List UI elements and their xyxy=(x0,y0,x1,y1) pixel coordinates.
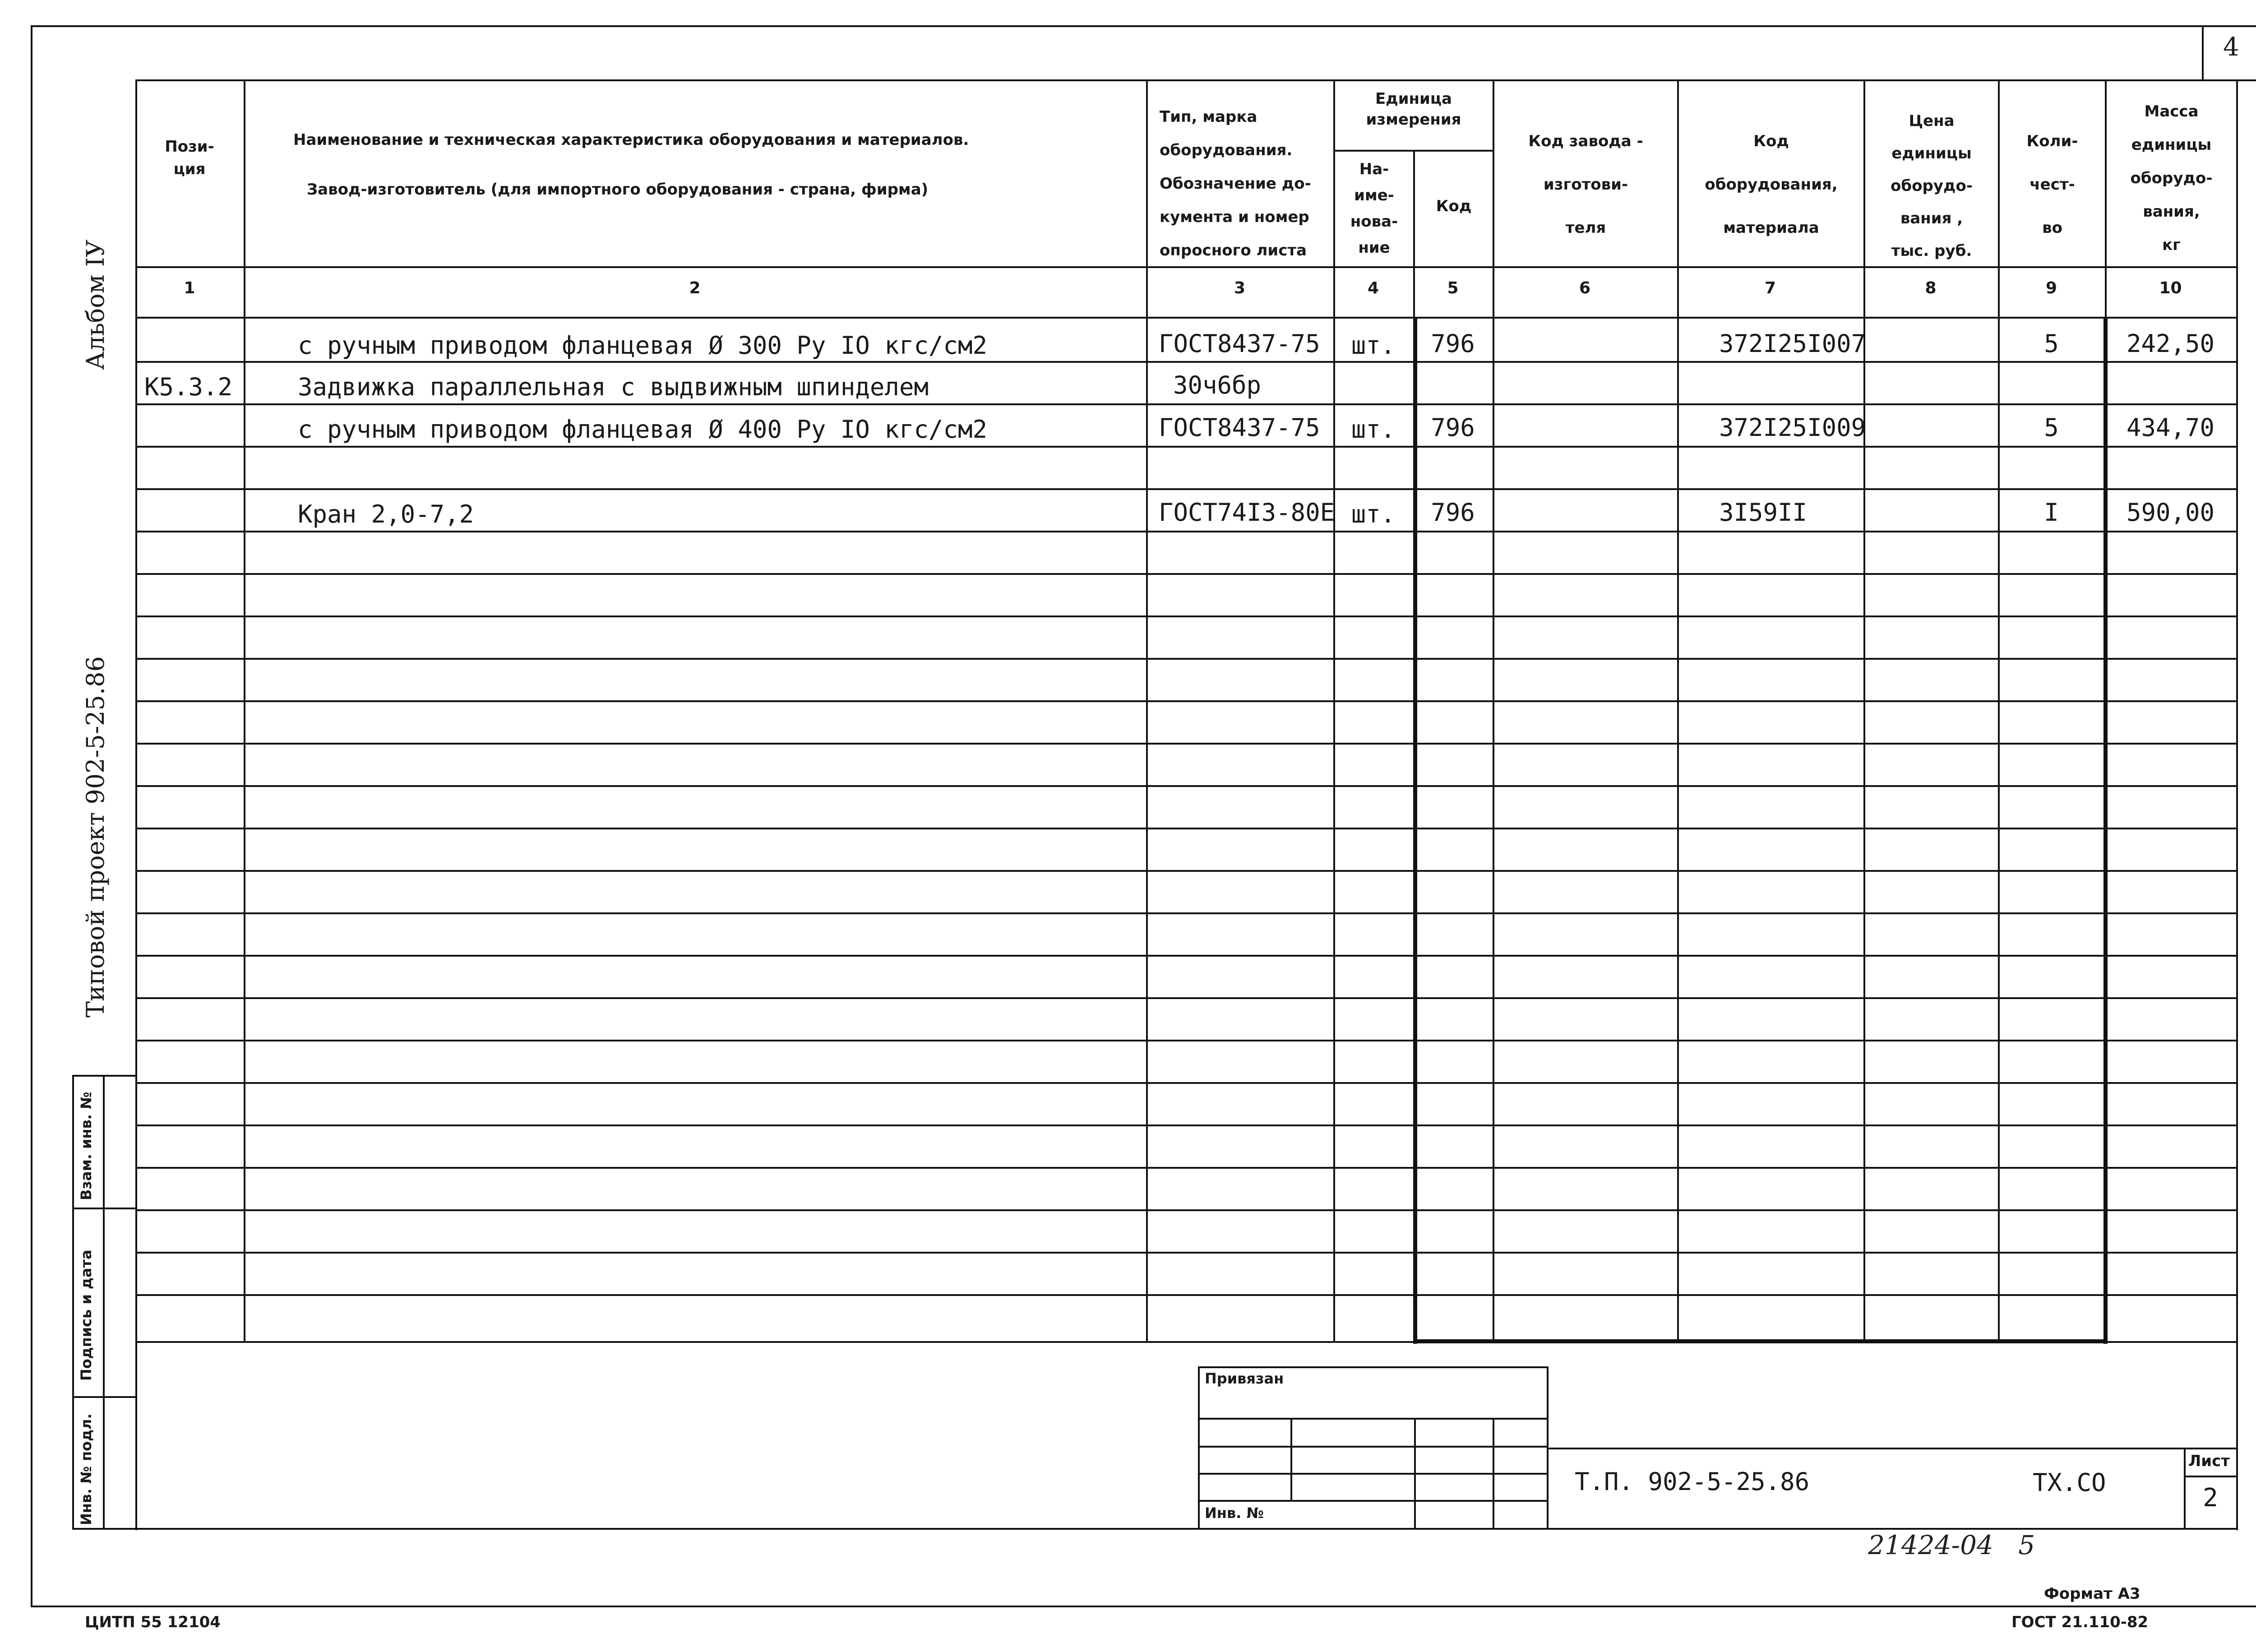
col-num-4: 4 xyxy=(1367,279,1379,297)
col-num-2: 2 xyxy=(689,279,701,297)
row-3-eq-code: 372I25I009 xyxy=(1719,413,1866,442)
row-3-type: ГОСТ8437-75 xyxy=(1159,413,1320,442)
header-position: Пози- ция xyxy=(165,138,214,178)
row-5-eq-code: 3I59II xyxy=(1719,498,1808,527)
row-1-qty: 5 xyxy=(2044,329,2059,358)
sheet-number: 2 xyxy=(2203,1483,2218,1513)
row-1-eq-code: 372I25I007 xyxy=(1719,329,1866,358)
header-unit-group: Единица измерения xyxy=(1366,90,1461,129)
row-2-pos: К5.3.2 xyxy=(144,373,233,401)
header-unit-code: Код xyxy=(1436,197,1472,215)
header-name-line1: Наименование и техническая характеристика оборудования и материалов. xyxy=(293,131,969,149)
row-2-type: 30ч6бр xyxy=(1173,371,1262,399)
col-num-6: 6 xyxy=(1579,279,1591,297)
doc-mark: ТХ.СО xyxy=(2033,1468,2106,1497)
row-3-qty: 5 xyxy=(2044,413,2059,442)
col-num-8: 8 xyxy=(1925,279,1937,297)
row-1-code: 796 xyxy=(1431,329,1475,358)
header-quantity: Коли- чест- во xyxy=(2026,132,2078,237)
doc-designation: Т.П. 902-5-25.86 xyxy=(1575,1467,1810,1496)
row-5-type: ГОСТ74I3-80Е xyxy=(1159,498,1335,527)
row-2-name: Задвижка параллельная с выдвижным шпинделем xyxy=(298,373,929,401)
handwritten-note: 21424-04 5 xyxy=(1868,1530,2035,1560)
stamp-vzam-inv: Взам. инв. № xyxy=(78,1092,95,1200)
stamp-podpis: Подпись и дата xyxy=(78,1249,95,1381)
col-num-7: 7 xyxy=(1764,279,1776,297)
row-5-name: Кран 2,0-7,2 xyxy=(298,500,474,528)
project-label: Типовой проект 902-5-25.86 xyxy=(81,656,110,1018)
header-equipment-code: Код оборудования, материала xyxy=(1705,132,1838,237)
footer-format: Формат А3 xyxy=(2044,1585,2140,1603)
header-maker-code: Код завода - изготови- теля xyxy=(1528,132,1643,237)
header-unit-name: На- име- нова- ние xyxy=(1350,160,1398,257)
header-type: Тип, марка оборудования. Обозначение до- кумента и номер опросного листа xyxy=(1160,108,1311,259)
row-5-mass: 590,00 xyxy=(2126,498,2215,527)
col-num-9: 9 xyxy=(2045,279,2057,297)
album-label: Альбом IУ xyxy=(81,239,110,370)
footer-gost: ГОСТ 21.110-82 xyxy=(2011,1613,2149,1631)
page-number: 4 xyxy=(2223,32,2239,62)
inv-label: Инв. № xyxy=(1205,1504,1264,1522)
row-1-unit: шт. xyxy=(1351,331,1396,360)
col-num-5: 5 xyxy=(1447,279,1459,297)
sheet-label: Лист xyxy=(2188,1452,2230,1470)
header-price: Цена единицы оборудо- вания , тыс. руб. xyxy=(1891,112,1973,260)
footer-left: ЦИТП 55 12104 xyxy=(85,1613,221,1631)
row-5-code: 796 xyxy=(1431,498,1475,527)
row-3-unit: шт. xyxy=(1351,415,1396,444)
row-3-name: с ручным приводом фланцевая Ø 400 Ру IО кгс/см2 xyxy=(298,415,988,444)
privyazan-label: Привязан xyxy=(1205,1370,1284,1387)
stamp-inv-podl: Инв. № подл. xyxy=(78,1413,95,1525)
row-1-mass: 242,50 xyxy=(2126,329,2215,358)
row-3-mass: 434,70 xyxy=(2126,413,2215,442)
row-1-name: с ручным приводом фланцевая Ø 300 Ру IО кгс/см2 xyxy=(298,331,988,360)
row-3-code: 796 xyxy=(1431,413,1475,442)
header-name-line2: Завод-изготовитель (для импортного оборудования - страна, фирма) xyxy=(307,180,929,199)
row-5-unit: шт. xyxy=(1351,500,1396,528)
row-5-qty: I xyxy=(2044,498,2059,527)
col-num-1: 1 xyxy=(184,279,195,297)
col-num-10: 10 xyxy=(2159,279,2182,297)
row-1-type: ГОСТ8437-75 xyxy=(1159,329,1320,358)
header-mass: Масса единицы оборудо- вания, кг xyxy=(2130,102,2213,254)
col-num-3: 3 xyxy=(1234,279,1246,297)
